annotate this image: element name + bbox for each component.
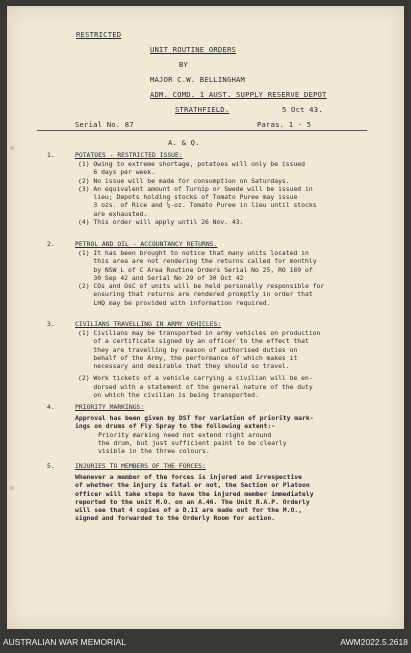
item-number-5: 5. <box>47 462 55 470</box>
order-date: 5 Oct 43. <box>282 105 323 114</box>
item-3-line: necessary and desirable that they should so travel. <box>78 362 290 371</box>
item-4-line: ings on drums of Fly Spray to the following extent:- <box>75 422 276 431</box>
item-number-3: 3. <box>47 320 55 328</box>
title-line-2: BY <box>179 60 189 69</box>
item-body-2 <box>78 249 324 307</box>
item-3-line: dorsed with a statement of the general nature of the duty <box>78 382 313 391</box>
punch-hole-mark <box>10 486 14 490</box>
item-number-4: 4. <box>47 403 55 411</box>
item-body-1 <box>78 160 317 226</box>
item-5-line: of whether the injury is fatal or not, the Section or Platoon <box>75 481 310 490</box>
section-heading: A. & Q. <box>168 138 200 147</box>
item-3-line: on which the civilian is being transported. <box>78 391 259 400</box>
item-1-line: (2) No issue will be made for consumption on Saturdays. <box>78 176 290 185</box>
item-1-line: (4) This order will apply until 26 Nov. 43. <box>78 218 244 227</box>
item-1-line: (3) An equivalent amount of Turnip or Swede will be issued in <box>78 184 313 193</box>
item-3-line: (2) Work tickets of a vehicle carrying a civilian will be en- <box>78 374 313 383</box>
item-1-line: are exhausted. <box>78 209 148 218</box>
header-rule <box>37 130 367 131</box>
paras-range: Paras. 1 - 5 <box>257 120 312 129</box>
restricted-label: RESTRICTED <box>76 30 122 39</box>
item-1-line: 6 days per week. <box>78 168 155 177</box>
item-2-line: (2) COs and OsC of units will be held personally responsible for <box>78 282 325 291</box>
item-heading-2: PETROL AND OIL - ACCOUNTANCY RETURNS. <box>75 240 218 248</box>
item-body-5 <box>75 473 314 523</box>
item-5-line: officer will take steps to have the injured member immediately <box>75 489 314 498</box>
item-heading-5: INJURIES TO MEMBERS OF THE FORCES: <box>75 462 206 470</box>
item-3-line: they are travelling by reason of authorised duties on <box>78 345 298 354</box>
item-3-line: (1) Civilians may be transported in army vehicles on production <box>78 329 321 337</box>
item-2-line: LHQ may be provided with information required. <box>78 298 271 307</box>
item-body-4 <box>75 414 314 455</box>
item-4-line: the drum, but just sufficient paint to be clearly <box>75 438 287 447</box>
title-line-4: ADM. COMD. 1 AUST. SUPPLY RESERVE DEPOT <box>150 90 327 99</box>
item-body-3 <box>78 329 320 399</box>
item-4-line: Priority marking need not extend right around <box>75 430 272 439</box>
item-1-line: 3 ozs. of Rice and ¼-oz. Tomato Puree in lieu until stocks <box>78 201 317 210</box>
item-2-line: ensuring that returns are rendered promptly in order that <box>78 290 313 299</box>
footer-institution: AUSTRALIAN WAR MEMORIAL <box>3 637 126 647</box>
item-heading-3: CIVILIANS TRAVELLING IN ARMY VEHICLES: <box>75 320 222 328</box>
item-number-2: 2. <box>47 240 55 248</box>
item-number-1: 1. <box>47 151 55 159</box>
item-2-line: 30 Sep 42 and Serial No 29 of 30 Oct 42 <box>78 273 244 282</box>
item-2-line: by NSW L of C Area Routine Orders Serial No 25, RO 169 of <box>78 265 313 274</box>
footer-accession-number: AWM2022.5.2618 <box>340 637 408 647</box>
title-line-1: UNIT ROUTINE ORDERS <box>150 45 237 54</box>
item-3-line: behalf of the Army, the performance of which makes it <box>78 353 298 362</box>
item-3-line: of a certificate signed by an officer to the effect that <box>78 337 309 346</box>
archive-footer <box>0 635 411 653</box>
item-2-line: (1) It has been brought to notice that many units located in <box>78 249 309 257</box>
serial-number: Serial No. 87 <box>75 120 134 129</box>
item-1-line: (1) Owing to extreme shortage, potatoes will only be issued <box>78 160 306 168</box>
item-4-line: Approval has been given by DST for variation of priority mark- <box>75 414 314 422</box>
item-1-line: lieu; Depots holding stocks of Tomato Puree may issue <box>78 193 298 202</box>
item-heading-1: POTATOES - RESTRICTED ISSUE: <box>75 151 183 159</box>
item-5-line: signed and forwarded to the Orderly Room for action. <box>75 514 276 523</box>
item-5-line: will see that 4 copies of a D.11 are made out for the M.O., <box>75 506 303 515</box>
item-heading-4: PRIORITY MARKINGS: <box>75 403 145 411</box>
title-line-3: MAJOR C.W. BELLINGHAM <box>150 75 246 84</box>
document-page <box>7 6 404 629</box>
item-5-line: Whenever a member of the forces is injured and irrespective <box>75 473 303 481</box>
item-4-line: visible in the three colours. <box>75 447 210 456</box>
item-5-line: reported to the unit M.O. on an A.46. The Unit R.A.P. Orderly <box>75 497 310 506</box>
title-line-5: STRATHFIELD. <box>175 105 230 114</box>
item-2-line: this area are not rendering the returns called for monthly <box>78 257 317 266</box>
punch-hole-mark <box>10 146 14 150</box>
